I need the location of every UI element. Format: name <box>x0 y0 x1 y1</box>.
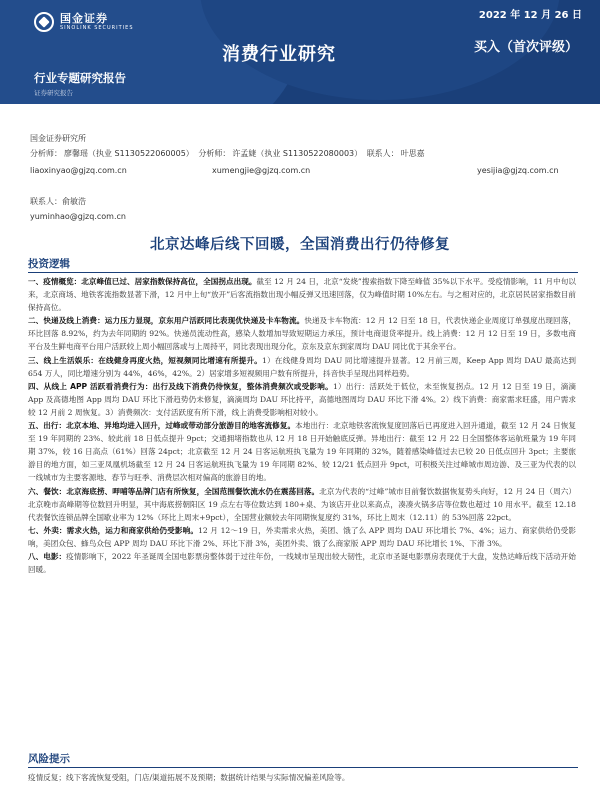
paragraph <box>28 485 576 524</box>
paragraph-text: 本地出行：北京地铁客流恢复度回落后已再度进入回升通道，截至 12 月 24 日恢复至 19 年同期的 23%、较此前 18 日低点提升 9pct；交通拥堵指数也从 12 月 18 日开始触底反弹。异地出行：截至 12 月 22 日全国整体客运航班量为 19 年同期 37%，较 16 日高点（61%）回落 24pct；北京截至 12 月 24 日客运航班执飞量为 19 年同期的 32%，随着感染峰值过去已较 20 日低点回升 3pct；主要旅游目的地方面，如三亚凤凰机场截至 12 月 24 日客运航班执飞量为 19 年同期 82%、较 12/21 低点回升 9pct，可积极关注过峰城市周边游、及三亚为代表的以一线城市为主要客源地、春节与旺季、消费层次相对偏高的旅游目的地。 <box>28 421 577 483</box>
paragraph-text: 1）在线健身周均 DAU 同比增速提升显著。12 月前三周，Keep App 周均 DAU 最高达到 654 万人，同比增速分别为 44%，46%，42%。2）居家增多短视频用户数有所提升，抖音快手呈现出同样趋势。 <box>28 355 576 378</box>
section-divider <box>28 767 578 768</box>
analyst-name: 廖馨瑶（执业 S1130522060005） <box>64 149 194 158</box>
paragraph <box>28 524 576 550</box>
analyst-label: 分析师： <box>198 149 231 158</box>
paragraph <box>28 550 576 576</box>
section-title-investment-logic: 投资逻辑 <box>28 258 70 270</box>
report-headline: 北京达峰后线下回暖，全国消费出行仍待修复 <box>150 237 450 253</box>
risk-text: 疫情反复；线下客流恢复受阻，门店/渠道拓展不及预期；数据统计结果与实际情况偏差风险等。 <box>28 773 350 782</box>
contact-person: 联系人：俞敏浩 <box>30 197 86 206</box>
paragraph-lead: 六、餐饮：北京海底捞、呷哺等品牌门店有所恢复，全国范围餐饮流水仍在震荡回落。 <box>28 486 320 496</box>
paragraph-lead: 二、快递及线上消费：运力压力显现，京东用户活跃同比表现优快递及卡车物流。 <box>28 316 305 326</box>
contact-email[interactable]: yuminhao@gjzq.com.cn <box>30 212 126 221</box>
contact-label: 联系人： <box>366 149 399 158</box>
analyst-label: 分析师： <box>30 149 62 158</box>
report-subtype: 证券研究报告 <box>34 89 73 97</box>
analyst-name: 许孟婕（执业 S1130522080003） <box>232 149 363 158</box>
report-type: 行业专题研究报告 <box>34 71 126 85</box>
rating-badge: 买入（首次评级） <box>474 40 579 55</box>
report-date: 2022 年 12 月 26 日 <box>478 10 582 21</box>
paragraph <box>28 419 576 484</box>
investment-logic-body <box>28 275 576 576</box>
paragraph-text: 1）出行：活跃处于低位，未至恢复拐点。12 月 12 日至 19 日，滴滴 App 及高德地图 App 周均 DAU 环比下滑趋势仍未修复，滴滴周均 DAU 环比持平，高德地图周均 DAU 环比下滑 4%。2）线下消费：商家需求旺盛，用户需求较 12 月前 2 周恢复。3）消费频次：支付活跃度有所下滑，线上消费受影响相对较小。 <box>28 381 577 417</box>
paragraph-lead: 八、电影： <box>28 551 67 561</box>
analyst-list <box>30 148 590 159</box>
paragraph-text: 快递及卡车物流：12 月 12 日至 18 日，代表快递企业周度订单强度出现回落，环比回落 8.92%，约为去年同期的 92%。快递员流动性高，感染人数增加导致短期运力承压，预计电商退货率提升。线上消费：12 月 12 日至 19 日，多数电商平台及生鲜电商平台用户活跃较上周小幅回落或与上周持平，同比表现出现分化，京东及京东到家周均 DAU 同比优于其余平台。 <box>28 316 576 352</box>
paragraph-text: 12 月 12～19 日，外卖需求火热，美团、饿了么 APP 周均 DAU 环比增长 7%、4%；运力、商家供给仍受影响，美团众包、蜂鸟众包 APP 周均 DAU 环比下滑 2%、环比下滑 3%，美团外卖、饿了么商家版 APP 周均 DAU 环比增长 1%、下滑 3%。 <box>28 525 576 548</box>
risk-body <box>28 771 576 784</box>
section-divider <box>28 272 578 273</box>
paragraph-lead: 五、出行：北京本地、异地均进入回升，过峰或带动部分旅游目的地客流修复。 <box>28 421 296 431</box>
logo-icon <box>34 12 54 32</box>
analyst-email[interactable]: liaoxinyao@gjzq.com.cn <box>30 166 127 175</box>
paragraph-text: 北京为代表的“过峰”城市目前餐饮数据恢复势头向好，12 月 24 日（周六）北京晚市高峰期等位数回升明显，其中海底捞朝阳区 19 点左右等位数达到 180+桌、为该店开业以来高点，凑凑火锅多店等位数也超过 10 用水平。截至 12.18 代表餐饮连锁品牌全国歇业率为 12%（环比上周末+9pct），全国营业额较去年同期恢复度约 31%，环比上周末（12.11）的 53%回落 22pct。 <box>28 486 577 522</box>
section-title-risk: 风险提示 <box>28 753 70 765</box>
paragraph <box>28 380 576 419</box>
research-institute: 国金证券研究所 <box>30 134 86 143</box>
paragraph-text: 疫情影响下，2022 年圣诞周全国电影票房整体弱于过往年份，一线城市呈现出较大韧性，北京市圣诞电影票房表现优于大盘，发热达峰后线下活动开始回暖。 <box>28 551 577 575</box>
paragraph <box>28 314 576 353</box>
contact-email[interactable]: yesijia@gjzq.com.cn <box>477 166 559 175</box>
header-banner <box>0 0 600 104</box>
company-logo <box>34 12 134 32</box>
logo-name-en: SINOLINK SECURITIES <box>60 25 134 31</box>
paragraph <box>28 275 576 314</box>
paragraph <box>28 354 576 380</box>
analyst-email[interactable]: xumengjie@gjzq.com.cn <box>212 166 311 175</box>
paragraph-text: 截至 12 月 24 日，北京“发烧”搜索指数下降至峰值 35%以下水平。受疫情影响，11 月中旬以来，北京商场、地铁客流指数显著下滑，12 月中上旬“放开”后客流指数出现小幅反弹又迅速回落，仅为峰值时期 10%左右。与之相对应的，北京居民居家指数目前保持高位。 <box>28 277 576 313</box>
paragraph-lead: 一、疫情概览：北京峰值已过、居家指数保持高位，全国拐点出现。 <box>28 277 257 286</box>
logo-name-cn: 国金证券 <box>60 12 108 25</box>
paragraph-lead: 四、从线上 APP 活跃看消费行为：出行及线下消费仍待恢复，整体消费频次或受影响。 <box>28 381 333 391</box>
contact-name: 叶思嘉 <box>400 149 425 158</box>
industry-title: 消费行业研究 <box>222 44 336 65</box>
paragraph-lead: 三、线上生活娱乐：在线健身再度火热，短视频同比增速有所提升。 <box>28 355 263 365</box>
paragraph-lead: 七、外卖：需求火热，运力和商家供给仍受影响。 <box>28 525 199 535</box>
